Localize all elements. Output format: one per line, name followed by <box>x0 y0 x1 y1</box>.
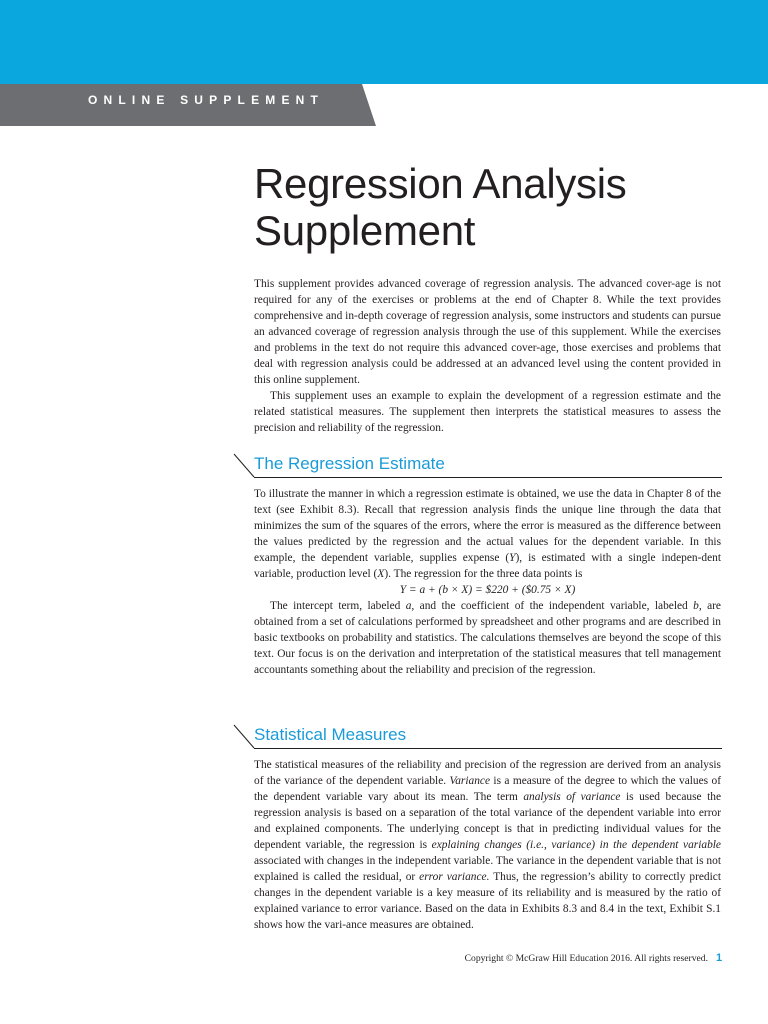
section-heading-text: Statistical Measures <box>254 725 407 744</box>
regression-paragraph-1: To illustrate the manner in which a regression estimate is obtained, we use the data in Chapter 8 of the text (see Exhibit 8.3). Recall that regression analysis finds the unique line through the data that minimizes the sum of the squares of the errors, where the error is measured as the difference between the values predicted by the regression and the actual values for the dependent variable. In this example, the dependent variable, supplies expense (Y), is estimated with a single indepen-dent variable, production level (X). The regression for the three data points is <box>254 488 721 580</box>
section-regression-estimate-text <box>254 486 721 678</box>
intro-paragraph-2: This supplement uses an example to explain the development of a regression estimate and the related statistical measures. The supplement then interprets the statistical measures to assess the precision and reliability of the regression. <box>254 390 721 434</box>
heading-slash-icon <box>232 452 256 478</box>
section-heading-text: The Regression Estimate <box>254 454 445 473</box>
page-number: 1 <box>716 952 723 964</box>
section-heading-regression-estimate <box>232 452 722 480</box>
regression-paragraph-2: The intercept term, labeled a, and the coefficient of the independent variable, labeled b, are obtained from a set of calculations performed by spreadsheet and other programs and are described in basic textbooks on probability and statistics. The calculations themselves are beyond the scope of this text. Our focus is on the derivation and interpretation of the statistical measures that tell management accountants something about the reliability and precision of the regression. <box>254 600 721 676</box>
title-line-1: Regression Analysis <box>254 160 627 207</box>
copyright-footer: Copyright © McGraw Hill Education 2016. All rights reserved. <box>464 953 708 964</box>
header-band <box>0 0 768 84</box>
title-line-2: Supplement <box>254 207 476 254</box>
heading-rule <box>254 748 722 749</box>
section-heading-statistical-measures <box>232 723 722 751</box>
heading-rule <box>254 477 722 478</box>
statistical-paragraph-1: The statistical measures of the reliability and precision of the regression are derived from an analysis of the variance of the dependent variable. Variance is a measure of the degree to which the values of the dependent variable vary about its mean. The term analysis of variance is used because the regression analysis is based on a separation of the total variance of the dependent variable into error and explained components. The underlying concept is that in predicting individual values for the dependent variable, the regression is explaining changes (i.e., variance) in the dependent variable associated with changes in the independent variable. The variance in the dependent variable that is not explained is called the residual, or error variance. Thus, the regression’s ability to correctly predict changes in the dependent variable is a key measure of its reliability and is measured by the ratio of explained variance to error variance. Based on the data in Exhibits 8.3 and 8.4 in the text, Exhibit S.1 shows how the vari-ance measures are obtained. <box>254 759 721 931</box>
heading-slash-icon <box>232 723 256 749</box>
intro-paragraph-1: This supplement provides advanced coverage of regression analysis. The advanced cover-age is not required for any of the exercises or problems at the end of Chapter 8. While the text provides comprehensive and in-depth coverage of regression analysis, some instructors and students can pursue an advanced coverage of regression analysis through the use of this supplement. While the exercises and problems in the text do not require this advanced cover-age, those exercises and problems that deal with regression analysis could be addressed at an advanced level using the content provided in this online supplement. <box>254 278 721 386</box>
section-statistical-measures-text <box>254 757 721 933</box>
banner-label: ONLINE SUPPLEMENT <box>88 93 325 107</box>
intro-text <box>254 276 721 436</box>
regression-equation: Y = a + (b × X) = $220 + ($0.75 × X) <box>399 584 576 596</box>
page-title <box>254 160 724 254</box>
